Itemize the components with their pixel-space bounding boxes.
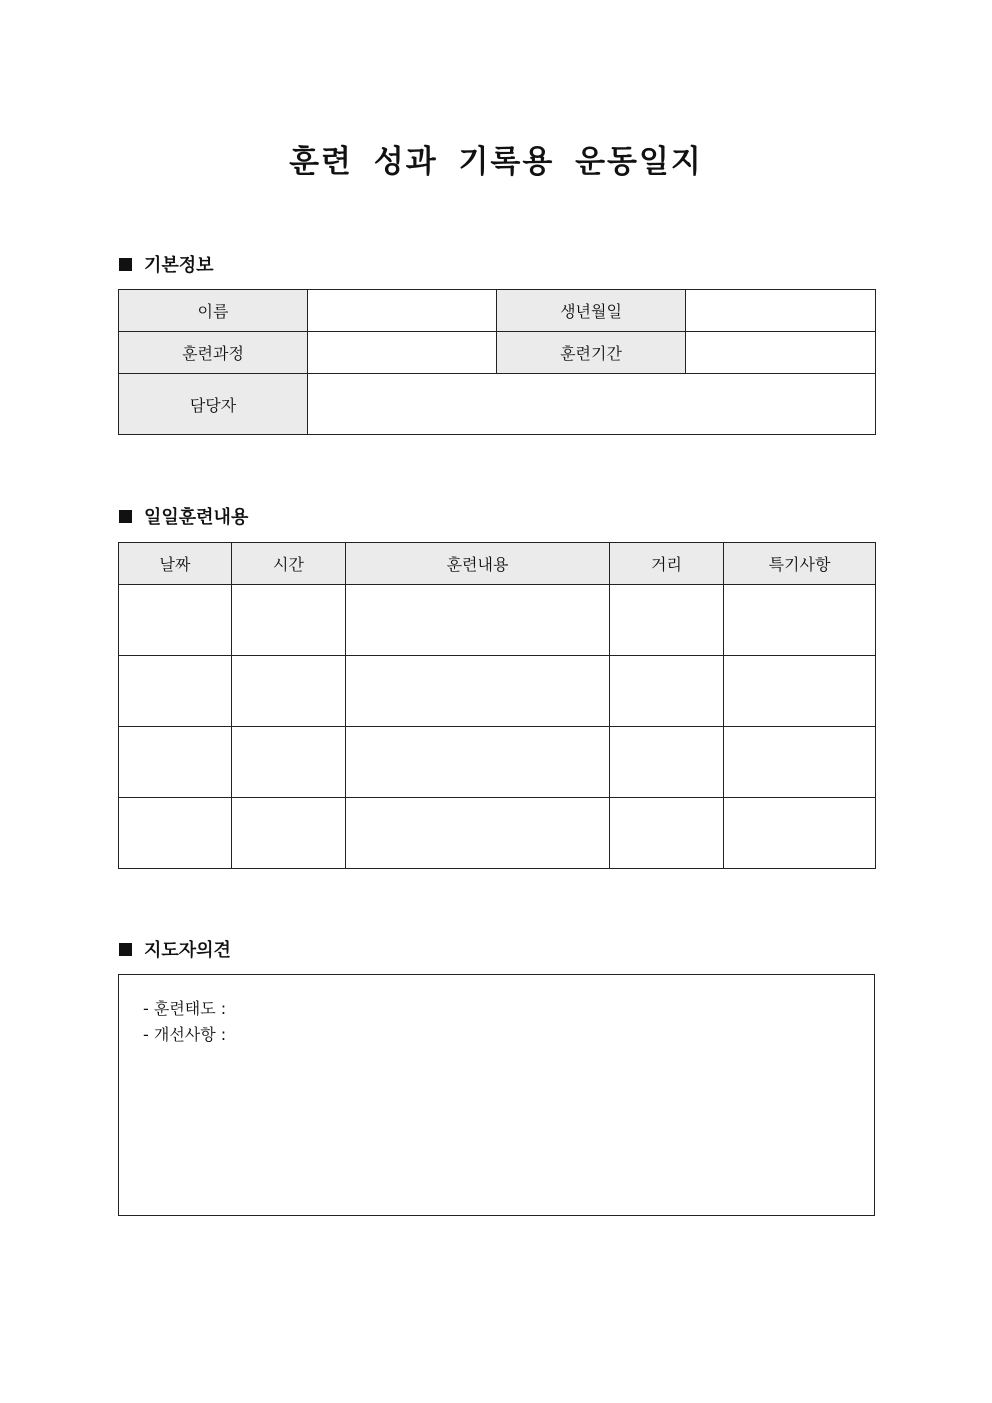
content-cell[interactable] xyxy=(346,727,610,798)
time-cell[interactable] xyxy=(232,727,346,798)
distance-cell[interactable] xyxy=(610,585,724,656)
course-field[interactable] xyxy=(308,332,497,374)
column-header-notes: 특기사항 xyxy=(724,543,876,585)
name-label: 이름 xyxy=(119,290,308,332)
manager-label: 담당자 xyxy=(119,374,308,435)
period-field[interactable] xyxy=(686,332,876,374)
column-header-distance: 거리 xyxy=(610,543,724,585)
daily-training-table xyxy=(118,542,876,869)
date-cell[interactable] xyxy=(119,727,232,798)
birth-label: 생년월일 xyxy=(497,290,686,332)
time-cell[interactable] xyxy=(232,798,346,869)
document-title: 훈련 성과 기록용 운동일지 xyxy=(289,144,703,180)
basic-info-heading xyxy=(119,252,214,276)
opinion-heading-text: 지도자의견 xyxy=(144,940,231,961)
period-label: 훈련기간 xyxy=(497,332,686,374)
table-row xyxy=(119,656,876,727)
notes-cell[interactable] xyxy=(724,727,876,798)
content-cell[interactable] xyxy=(346,585,610,656)
birth-field[interactable] xyxy=(686,290,876,332)
square-bullet-icon xyxy=(119,943,132,956)
date-cell[interactable] xyxy=(119,656,232,727)
daily-heading-text: 일일훈련내용 xyxy=(144,507,249,528)
date-cell[interactable] xyxy=(119,798,232,869)
date-cell[interactable] xyxy=(119,585,232,656)
time-cell[interactable] xyxy=(232,585,346,656)
distance-cell[interactable] xyxy=(610,798,724,869)
time-cell[interactable] xyxy=(232,656,346,727)
course-label: 훈련과정 xyxy=(119,332,308,374)
basic-info-heading-text: 기본정보 xyxy=(144,255,214,276)
notes-cell[interactable] xyxy=(724,656,876,727)
square-bullet-icon xyxy=(119,510,132,523)
manager-field[interactable] xyxy=(308,374,876,435)
column-header-date: 날짜 xyxy=(119,543,232,585)
opinion-box[interactable] xyxy=(118,974,875,1216)
improvement-line: - 개선사항 : xyxy=(143,1025,227,1044)
table-row xyxy=(119,585,876,656)
name-field[interactable] xyxy=(308,290,497,332)
distance-cell[interactable] xyxy=(610,656,724,727)
notes-cell[interactable] xyxy=(724,798,876,869)
column-header-time: 시간 xyxy=(232,543,346,585)
opinion-heading xyxy=(119,937,231,961)
distance-cell[interactable] xyxy=(610,727,724,798)
content-cell[interactable] xyxy=(346,656,610,727)
attitude-line: - 훈련태도 : xyxy=(143,999,227,1018)
daily-heading xyxy=(119,504,248,528)
basic-info-table xyxy=(118,289,876,435)
square-bullet-icon xyxy=(119,258,132,271)
content-cell[interactable] xyxy=(346,798,610,869)
table-row xyxy=(119,798,876,869)
column-header-content: 훈련내용 xyxy=(346,543,610,585)
table-row xyxy=(119,727,876,798)
notes-cell[interactable] xyxy=(724,585,876,656)
